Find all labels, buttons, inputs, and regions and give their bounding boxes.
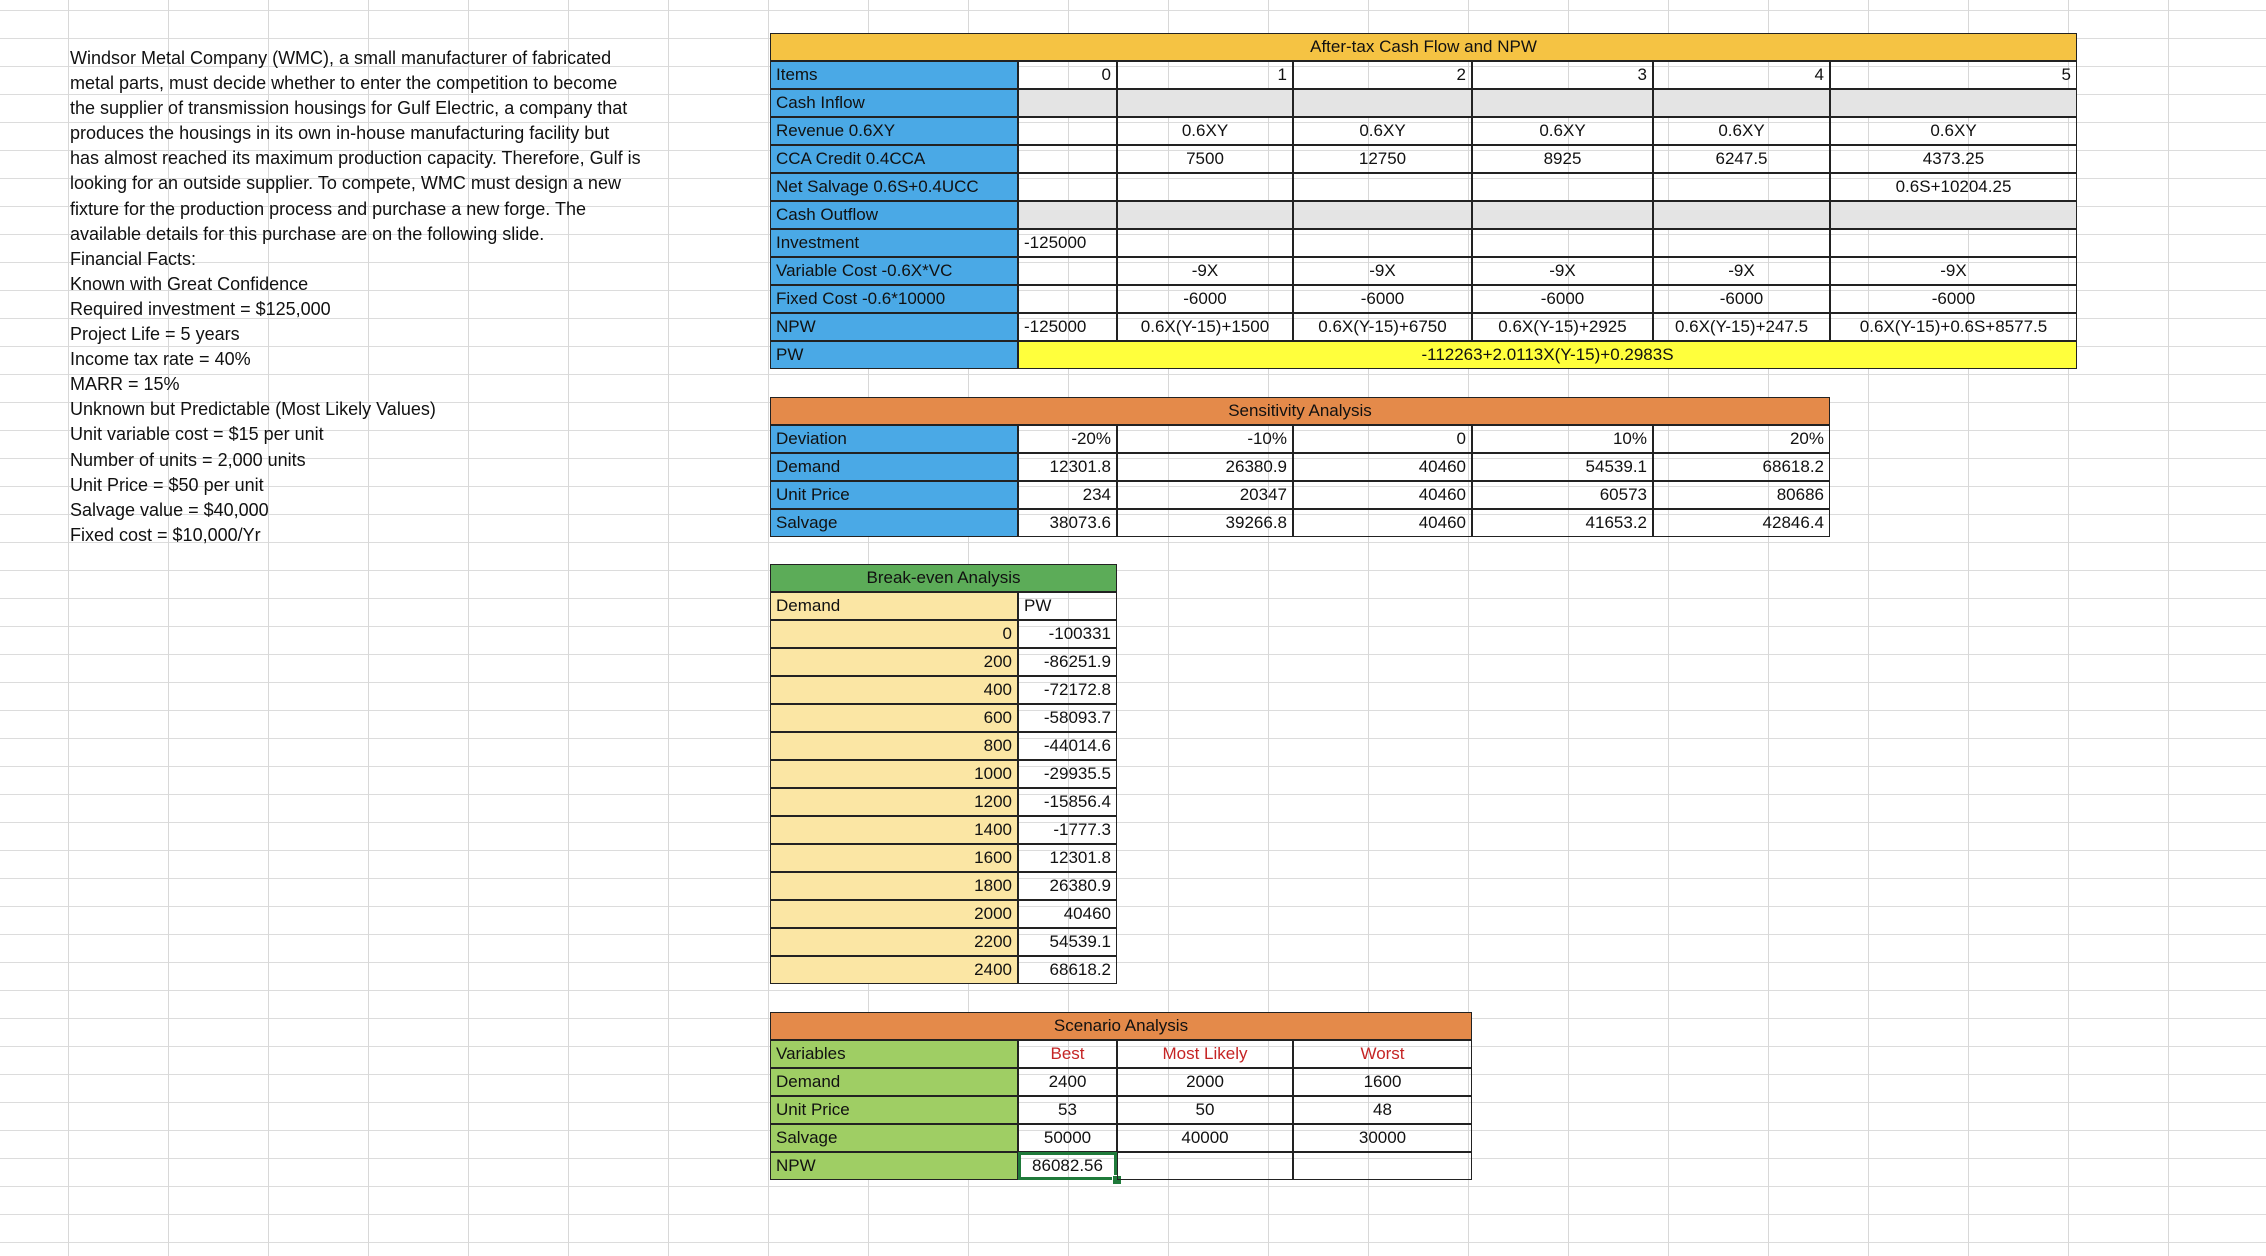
breakeven-demand-cell[interactable]: 2000 xyxy=(770,900,1018,928)
breakeven-pw-header[interactable]: PW xyxy=(1018,592,1117,620)
sensitivity-cell[interactable]: 234 xyxy=(1018,481,1117,509)
cashflow-cell[interactable] xyxy=(1293,229,1472,257)
sensitivity-cell[interactable]: 10% xyxy=(1472,425,1653,453)
cashflow-cell[interactable]: 0.6XY xyxy=(1117,117,1293,145)
cashflow-cell[interactable] xyxy=(1830,201,2077,229)
cashflow-cell[interactable] xyxy=(1472,173,1653,201)
sensitivity-cell[interactable]: 54539.1 xyxy=(1472,453,1653,481)
breakeven-pw-cell[interactable]: -86251.9 xyxy=(1018,648,1117,676)
cashflow-cell[interactable]: 2 xyxy=(1293,61,1472,89)
cashflow-cell[interactable]: -6000 xyxy=(1293,285,1472,313)
scenario-cell[interactable]: Most Likely xyxy=(1117,1040,1293,1068)
scenario-cell[interactable]: 2000 xyxy=(1117,1068,1293,1096)
cashflow-row-label[interactable]: NPW xyxy=(770,313,1018,341)
cashflow-cell[interactable]: 0.6X(Y-15)+1500 xyxy=(1117,313,1293,341)
sensitivity-row-label[interactable]: Unit Price xyxy=(770,481,1018,509)
sensitivity-row-label[interactable]: Demand xyxy=(770,453,1018,481)
sensitivity-cell[interactable]: 38073.6 xyxy=(1018,509,1117,537)
scenario-cell[interactable] xyxy=(1293,1152,1472,1180)
cashflow-row-label[interactable]: Net Salvage 0.6S+0.4UCC xyxy=(770,173,1018,201)
cashflow-cell[interactable]: -9X xyxy=(1830,257,2077,285)
cashflow-cell[interactable] xyxy=(1653,173,1830,201)
cashflow-cell[interactable] xyxy=(1117,89,1293,117)
sensitivity-cell[interactable]: -10% xyxy=(1117,425,1293,453)
breakeven-pw-cell[interactable]: -72172.8 xyxy=(1018,676,1117,704)
scenario-row-label[interactable]: Salvage xyxy=(770,1124,1018,1152)
sensitivity-cell[interactable]: 40460 xyxy=(1293,509,1472,537)
cashflow-cell[interactable] xyxy=(1472,229,1653,257)
scenario-cell[interactable]: 48 xyxy=(1293,1096,1472,1124)
cashflow-cell[interactable]: 1 xyxy=(1117,61,1293,89)
scenario-cell[interactable]: 50000 xyxy=(1018,1124,1117,1152)
breakeven-pw-cell[interactable]: 68618.2 xyxy=(1018,956,1117,984)
cashflow-row-label[interactable]: Variable Cost -0.6X*VC xyxy=(770,257,1018,285)
scenario-row-label[interactable]: Demand xyxy=(770,1068,1018,1096)
scenario-row-label[interactable]: Variables xyxy=(770,1040,1018,1068)
cashflow-cell[interactable] xyxy=(1117,229,1293,257)
scenario-title[interactable]: Scenario Analysis xyxy=(770,1012,1472,1040)
scenario-cell[interactable]: 1600 xyxy=(1293,1068,1472,1096)
breakeven-demand-cell[interactable]: 2400 xyxy=(770,956,1018,984)
sensitivity-cell[interactable]: 60573 xyxy=(1472,481,1653,509)
cashflow-cell[interactable]: 6247.5 xyxy=(1653,145,1830,173)
cashflow-cell[interactable]: 0.6X(Y-15)+0.6S+8577.5 xyxy=(1830,313,2077,341)
sensitivity-cell[interactable]: 41653.2 xyxy=(1472,509,1653,537)
cashflow-cell[interactable]: 0.6XY xyxy=(1653,117,1830,145)
breakeven-demand-cell[interactable]: 200 xyxy=(770,648,1018,676)
breakeven-demand-cell[interactable]: 1200 xyxy=(770,788,1018,816)
sensitivity-cell[interactable]: 20% xyxy=(1653,425,1830,453)
cashflow-cell[interactable]: -9X xyxy=(1293,257,1472,285)
cashflow-cell[interactable]: -125000 xyxy=(1018,229,1117,257)
breakeven-pw-cell[interactable]: 40460 xyxy=(1018,900,1117,928)
cashflow-row-label[interactable]: Cash Outflow xyxy=(770,201,1018,229)
cashflow-cell[interactable]: 7500 xyxy=(1117,145,1293,173)
breakeven-pw-cell[interactable]: -15856.4 xyxy=(1018,788,1117,816)
cashflow-cell[interactable]: 4373.25 xyxy=(1830,145,2077,173)
breakeven-demand-header[interactable]: Demand xyxy=(770,592,1018,620)
breakeven-demand-cell[interactable]: 1000 xyxy=(770,760,1018,788)
sensitivity-cell[interactable]: -20% xyxy=(1018,425,1117,453)
cashflow-row-label[interactable]: Revenue 0.6XY xyxy=(770,117,1018,145)
scenario-row-label[interactable]: Unit Price xyxy=(770,1096,1018,1124)
sensitivity-cell[interactable]: 42846.4 xyxy=(1653,509,1830,537)
cashflow-cell[interactable] xyxy=(1018,145,1117,173)
cashflow-pw-label[interactable]: PW xyxy=(770,341,1018,369)
scenario-row-label[interactable]: NPW xyxy=(770,1152,1018,1180)
cashflow-cell[interactable]: 0 xyxy=(1018,61,1117,89)
sensitivity-cell[interactable]: 68618.2 xyxy=(1653,453,1830,481)
cashflow-cell[interactable]: -6000 xyxy=(1653,285,1830,313)
scenario-cell[interactable]: Best xyxy=(1018,1040,1117,1068)
cashflow-cell[interactable] xyxy=(1018,117,1117,145)
cashflow-cell[interactable] xyxy=(1018,89,1117,117)
scenario-cell[interactable]: 50 xyxy=(1117,1096,1293,1124)
cashflow-cell[interactable] xyxy=(1293,173,1472,201)
cashflow-cell[interactable]: 0.6XY xyxy=(1293,117,1472,145)
cashflow-pw-value[interactable]: -112263+2.0113X(Y-15)+0.2983S xyxy=(1018,341,2077,369)
cashflow-cell[interactable] xyxy=(1830,89,2077,117)
breakeven-demand-cell[interactable]: 600 xyxy=(770,704,1018,732)
cashflow-cell[interactable]: -6000 xyxy=(1472,285,1653,313)
breakeven-demand-cell[interactable]: 1400 xyxy=(770,816,1018,844)
cashflow-cell[interactable] xyxy=(1653,201,1830,229)
cashflow-cell[interactable]: -9X xyxy=(1117,257,1293,285)
breakeven-demand-cell[interactable]: 400 xyxy=(770,676,1018,704)
cashflow-cell[interactable]: 0.6X(Y-15)+2925 xyxy=(1472,313,1653,341)
sensitivity-cell[interactable]: 12301.8 xyxy=(1018,453,1117,481)
cashflow-cell[interactable] xyxy=(1830,229,2077,257)
cashflow-cell[interactable]: 4 xyxy=(1653,61,1830,89)
cashflow-cell[interactable] xyxy=(1018,201,1117,229)
cashflow-cell[interactable]: 0.6S+10204.25 xyxy=(1830,173,2077,201)
cashflow-cell[interactable] xyxy=(1653,229,1830,257)
breakeven-demand-cell[interactable]: 800 xyxy=(770,732,1018,760)
sensitivity-cell[interactable]: 20347 xyxy=(1117,481,1293,509)
scenario-cell[interactable]: 53 xyxy=(1018,1096,1117,1124)
cashflow-row-label[interactable]: CCA Credit 0.4CCA xyxy=(770,145,1018,173)
cashflow-cell[interactable] xyxy=(1472,201,1653,229)
breakeven-pw-cell[interactable]: -58093.7 xyxy=(1018,704,1117,732)
scenario-cell[interactable] xyxy=(1117,1152,1293,1180)
cashflow-cell[interactable]: -6000 xyxy=(1830,285,2077,313)
cashflow-cell[interactable]: -125000 xyxy=(1018,313,1117,341)
sensitivity-cell[interactable]: 40460 xyxy=(1293,481,1472,509)
cashflow-title[interactable]: After-tax Cash Flow and NPW xyxy=(770,33,2077,61)
breakeven-demand-cell[interactable]: 1600 xyxy=(770,844,1018,872)
breakeven-demand-cell[interactable]: 2200 xyxy=(770,928,1018,956)
sensitivity-cell[interactable]: 26380.9 xyxy=(1117,453,1293,481)
cashflow-row-label[interactable]: Cash Inflow xyxy=(770,89,1018,117)
cashflow-cell[interactable]: -9X xyxy=(1653,257,1830,285)
cashflow-cell[interactable]: 0.6X(Y-15)+6750 xyxy=(1293,313,1472,341)
selected-cell-npw-best[interactable]: 86082.56 xyxy=(1018,1152,1117,1180)
scenario-cell[interactable]: 30000 xyxy=(1293,1124,1472,1152)
breakeven-title[interactable]: Break-even Analysis xyxy=(770,564,1117,592)
cashflow-cell[interactable] xyxy=(1293,89,1472,117)
scenario-cell[interactable]: 40000 xyxy=(1117,1124,1293,1152)
cashflow-cell[interactable]: 8925 xyxy=(1472,145,1653,173)
cashflow-cell[interactable] xyxy=(1117,201,1293,229)
cashflow-cell[interactable] xyxy=(1117,173,1293,201)
cashflow-cell[interactable]: -6000 xyxy=(1117,285,1293,313)
breakeven-pw-cell[interactable]: -44014.6 xyxy=(1018,732,1117,760)
cashflow-cell[interactable]: 12750 xyxy=(1293,145,1472,173)
breakeven-pw-cell[interactable]: 12301.8 xyxy=(1018,844,1117,872)
breakeven-demand-cell[interactable]: 0 xyxy=(770,620,1018,648)
scenario-cell[interactable]: Worst xyxy=(1293,1040,1472,1068)
cashflow-cell[interactable] xyxy=(1472,89,1653,117)
cashflow-cell[interactable] xyxy=(1018,285,1117,313)
problem-description: Windsor Metal Company (WMC), a small manufacturer of fabricated metal parts, must decide whether to enter the competition to become the supplier of transmission housings for Gulf Electric, a company that produces the housings in its own in-house manufacturing facility but has almost reached its maximum production capacity. Therefore, Gulf is looking for an outside supplier. To compete, WMC must design a new fixture for the production process and purchase a new forge. The available details for this purchase are on the following slide. Financial Facts: Known with Great Confidence Required investment = $125,000 Project Life = 5 years Income tax rate = 40% MARR = 15% Unknown but Predictable (Most Likely Values) Unit variable cost = $15 per unit Number of units = 2,000 units Unit Price = $50 per unit Salvage value = $40,000 Fixed cost = $10,000/Yr xyxy=(70,48,641,545)
cashflow-cell[interactable] xyxy=(1018,257,1117,285)
sensitivity-cell[interactable]: 40460 xyxy=(1293,453,1472,481)
breakeven-pw-cell[interactable]: -100331 xyxy=(1018,620,1117,648)
cashflow-cell[interactable] xyxy=(1293,201,1472,229)
breakeven-pw-cell[interactable]: -29935.5 xyxy=(1018,760,1117,788)
cashflow-cell[interactable]: -9X xyxy=(1472,257,1653,285)
cashflow-cell[interactable]: 0.6XY xyxy=(1830,117,2077,145)
sensitivity-cell[interactable]: 80686 xyxy=(1653,481,1830,509)
cashflow-cell[interactable] xyxy=(1653,89,1830,117)
cashflow-cell[interactable]: 5 xyxy=(1830,61,2077,89)
breakeven-pw-cell[interactable]: 26380.9 xyxy=(1018,872,1117,900)
sensitivity-row-label[interactable]: Salvage xyxy=(770,509,1018,537)
cashflow-cell[interactable]: 3 xyxy=(1472,61,1653,89)
cashflow-row-label[interactable]: Investment xyxy=(770,229,1018,257)
sensitivity-row-label[interactable]: Deviation xyxy=(770,425,1018,453)
cashflow-cell[interactable]: 0.6X(Y-15)+247.5 xyxy=(1653,313,1830,341)
sensitivity-title[interactable]: Sensitivity Analysis xyxy=(770,397,1830,425)
breakeven-pw-cell[interactable]: -1777.3 xyxy=(1018,816,1117,844)
cashflow-row-label[interactable]: Fixed Cost -0.6*10000 xyxy=(770,285,1018,313)
cashflow-cell[interactable] xyxy=(1018,173,1117,201)
scenario-cell[interactable]: 2400 xyxy=(1018,1068,1117,1096)
cashflow-cell[interactable]: 0.6XY xyxy=(1472,117,1653,145)
cashflow-row-label[interactable]: Items xyxy=(770,61,1018,89)
sensitivity-cell[interactable]: 39266.8 xyxy=(1117,509,1293,537)
breakeven-demand-cell[interactable]: 1800 xyxy=(770,872,1018,900)
sensitivity-cell[interactable]: 0 xyxy=(1293,425,1472,453)
breakeven-pw-cell[interactable]: 54539.1 xyxy=(1018,928,1117,956)
